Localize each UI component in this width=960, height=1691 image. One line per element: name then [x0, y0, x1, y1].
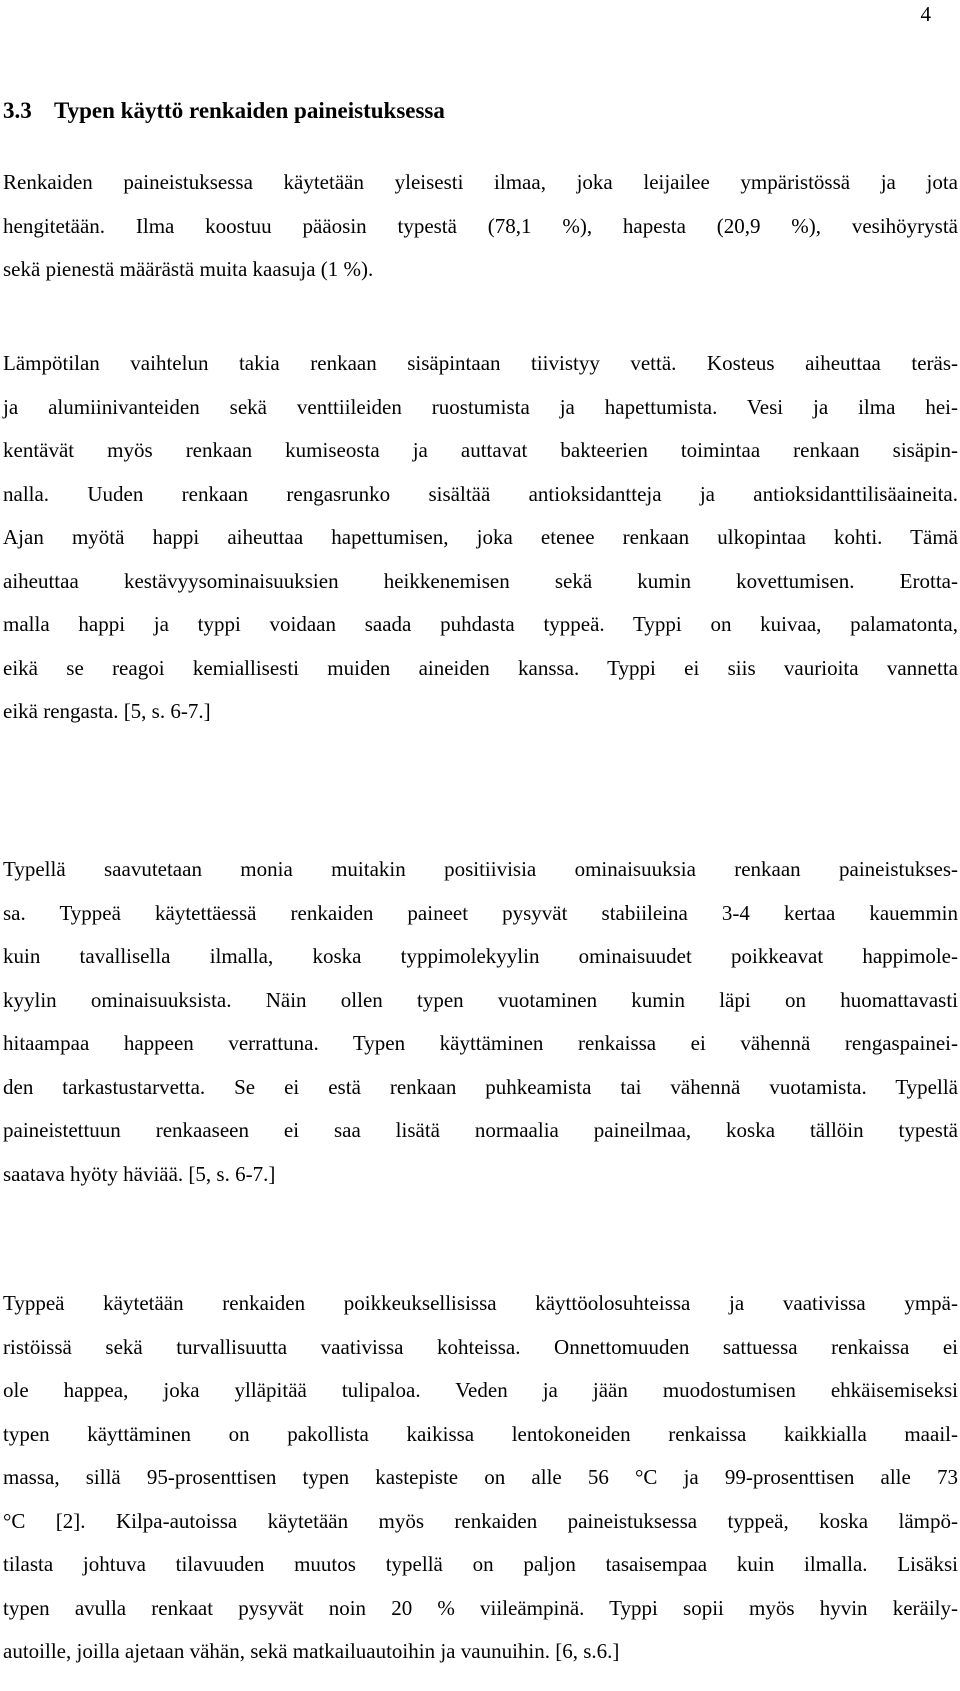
paragraph-1: [3, 161, 958, 292]
text-line: hengitetään. Ilma koostuu pääosin typestä (78,1 %), hapesta (20,9 %), vesihöyrystä: [3, 213, 958, 238]
text-line: kentävät myös renkaan kumiseosta ja auttavat bakteerien toimintaa renkaan sisäpin-: [3, 438, 958, 462]
text-line: tilasta johtuva tilavuuden muutos typellä on paljon tasaisempaa kuin ilmalla. Lisäksi: [3, 1552, 958, 1576]
page-number: 4: [920, 2, 931, 26]
section-number: 3.3: [3, 98, 32, 123]
paragraph-4: [3, 1282, 958, 1674]
text-line: den tarkastustarvetta. Se ei estä renkaan puhkeamista tai vähennä vuotamista. Typellä: [3, 1074, 958, 1099]
section-title: Typen käyttö renkaiden paineistuksessa: [54, 98, 445, 123]
text-line: eikä se reagoi kemiallisesti muiden aineiden kanssa. Typpi ei siis vaurioita vannetta: [3, 655, 958, 680]
text-line: typen käyttäminen on pakollista kaikissa lentokoneiden renkaissa kaikkialla maail-: [3, 1421, 958, 1446]
text-line: malla happi ja typpi voidaan saada puhdasta typpeä. Typpi on kuivaa, palamatonta,: [3, 612, 958, 636]
text-line: aiheuttaa kestävyysominaisuuksien heikkenemisen sekä kumin kovettumisen. Erotta-: [3, 568, 958, 593]
text-line: °C [2]. Kilpa-autoissa käytetään myös renkaiden paineistuksessa typpeä, koska lämpö-: [3, 1508, 958, 1533]
text-line: ristöissä sekä turvallisuutta vaativissa kohteissa. Onnettomuuden sattuessa renkaissa ei: [3, 1334, 958, 1359]
text-line: sa. Typpeä käytettäessä renkaiden paineet pysyvät stabiileina 3-4 kertaa kauemmin: [3, 900, 958, 925]
paragraph-2: [3, 342, 958, 734]
section-heading: [3, 96, 445, 126]
text-line: saatava hyöty häviää. [5, s. 6-7.]: [3, 1161, 276, 1186]
text-line: kyylin ominaisuuksista. Näin ollen typen vuotaminen kumin läpi on huomattavasti: [3, 987, 958, 1012]
text-line: ole happea, joka ylläpitää tulipaloa. Veden ja jään muodostumisen ehkäisemiseksi: [3, 1378, 958, 1402]
text-line: ja alumiinivanteiden sekä venttiileiden ruostumista ja hapettumista. Vesi ja ilma hei-: [3, 394, 958, 419]
paragraph-3: [3, 848, 958, 1196]
text-line: hitaampaa happeen verrattuna. Typen käyttäminen renkaissa ei vähennä rengaspainei-: [3, 1031, 958, 1055]
text-line: sekä pienestä määrästä muita kaasuja (1 %).: [3, 257, 374, 281]
text-line: Lämpötilan vaihtelun takia renkaan sisäpintaan tiivistyy vettä. Kosteus aiheuttaa teräs-: [3, 351, 958, 375]
text-line: eikä rengasta. [5, s. 6-7.]: [3, 699, 211, 723]
text-line: Typellä saavutetaan monia muitakin positiivisia ominaisuuksia renkaan paineistukses-: [3, 857, 958, 881]
text-line: autoille, joilla ajetaan vähän, sekä matkailuautoihin ja vaunuihin. [6, s.6.]: [3, 1639, 620, 1663]
text-line: paineistettuun renkaaseen ei saa lisätä normaalia paineilmaa, koska tällöin typestä: [3, 1118, 958, 1142]
text-line: Renkaiden paineistuksessa käytetään yleisesti ilmaa, joka leijailee ympäristössä ja jota: [3, 170, 958, 194]
text-line: Ajan myötä happi aiheuttaa hapettumisen, joka etenee renkaan ulkopintaa kohti. Tämä: [3, 525, 958, 549]
text-line: kuin tavallisella ilmalla, koska typpimolekyylin ominaisuudet poikkeavat happimole-: [3, 944, 958, 968]
text-line: typen avulla renkaat pysyvät noin 20 % viileämpinä. Typpi sopii myös hyvin keräily-: [3, 1595, 958, 1620]
text-line: nalla. Uuden renkaan rengasrunko sisältää antioksidantteja ja antioksidanttilisäaineita.: [3, 481, 958, 506]
text-line: Typpeä käytetään renkaiden poikkeuksellisissa käyttöolosuhteissa ja vaativissa ympä-: [3, 1291, 958, 1315]
text-line: massa, sillä 95-prosenttisen typen kastepiste on alle 56 °C ja 99-prosenttisen alle 73: [3, 1465, 958, 1489]
